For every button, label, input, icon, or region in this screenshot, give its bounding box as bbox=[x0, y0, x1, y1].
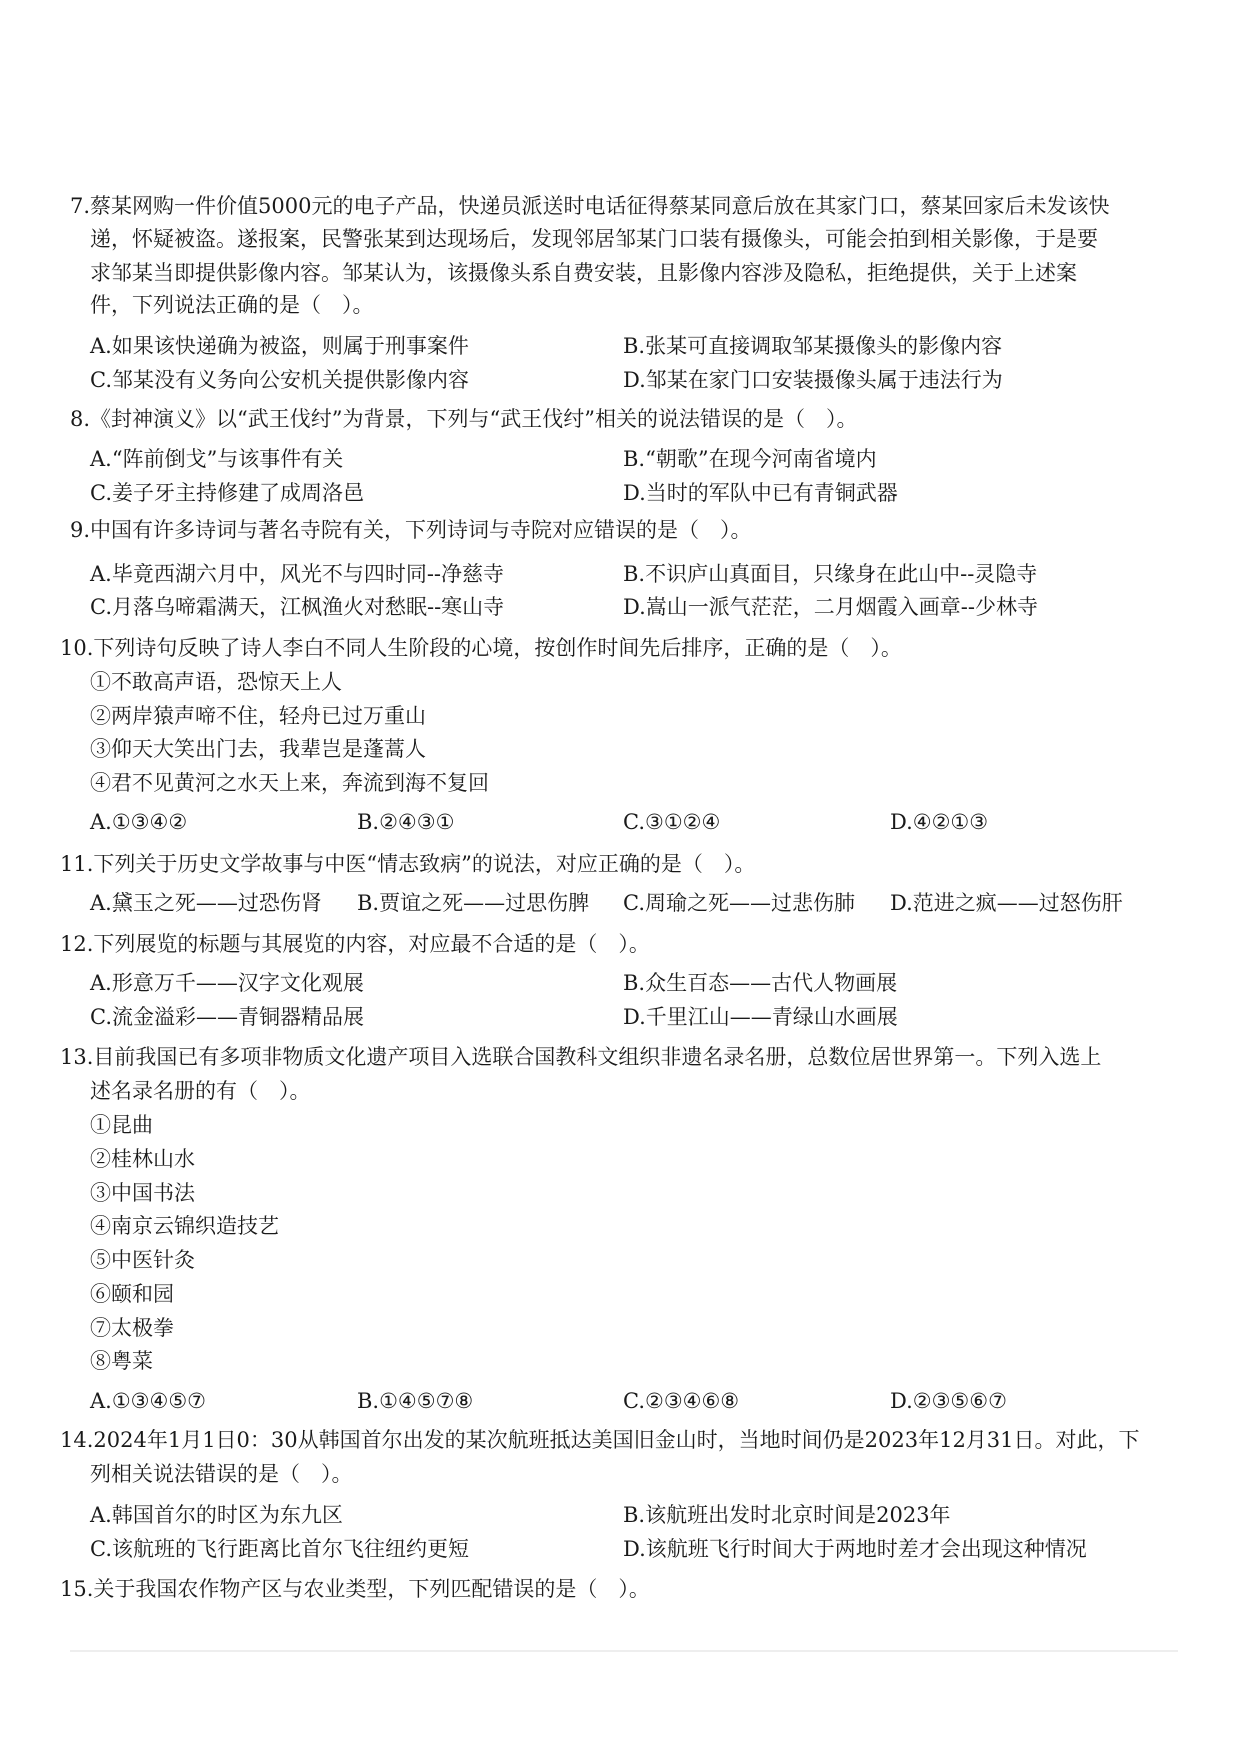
statement-item: ④南京云锦织造技艺 bbox=[90, 1214, 279, 1238]
answer-option[interactable]: D.邹某在家门口安装摄像头属于违法行为 bbox=[623, 368, 1003, 392]
answer-option[interactable]: B.张某可直接调取邹某摄像头的影像内容 bbox=[623, 334, 1003, 358]
answer-option[interactable]: D.嵩山一派气茫茫，二月烟霞入画章--少林寺 bbox=[623, 595, 1038, 619]
answer-option[interactable]: B.②④③① bbox=[357, 810, 455, 834]
statement-item: ⑤中医针灸 bbox=[90, 1248, 195, 1272]
answer-option[interactable]: C.③①②④ bbox=[623, 810, 721, 834]
answer-option[interactable]: A.韩国首尔的时区为东九区 bbox=[90, 1503, 343, 1527]
answer-option[interactable]: A.黛玉之死——过恐伤肾 bbox=[90, 891, 322, 915]
answer-option[interactable]: D.范进之疯——过怒伤肝 bbox=[890, 891, 1123, 915]
answer-option[interactable]: A.①③④② bbox=[90, 810, 188, 834]
question-text: 15.关于我国农作物产区与农业类型，下列匹配错误的是（ ）。 bbox=[60, 1577, 650, 1601]
answer-option[interactable]: A.毕竟西湖六月中，风光不与四时同--净慈寺 bbox=[90, 562, 505, 586]
answer-option[interactable]: A.形意万千——汉字文化观展 bbox=[90, 971, 364, 995]
statement-item: ①昆曲 bbox=[90, 1113, 153, 1137]
question-text: 7.蔡某网购一件价值5000元的电子产品，快递员派送时电话征得蔡某同意后放在其家门口，蔡某回家后未发该快 bbox=[70, 194, 1110, 218]
statement-item: ⑧粤菜 bbox=[90, 1349, 153, 1373]
answer-option[interactable]: D.④②①③ bbox=[890, 810, 989, 834]
answer-option[interactable]: A.①③④⑤⑦ bbox=[90, 1389, 206, 1413]
answer-option[interactable]: B.①④⑤⑦⑧ bbox=[357, 1389, 474, 1413]
question-text: 件，下列说法正确的是（ ）。 bbox=[90, 293, 374, 317]
statement-item: ①不敢高声语，恐惊天上人 bbox=[90, 670, 342, 694]
answer-option[interactable]: B.不识庐山真面目，只缘身在此山中--灵隐寺 bbox=[623, 562, 1038, 586]
question-text: 递，怀疑被盗。遂报案，民警张某到达现场后，发现邻居邹某门口装有摄像头，可能会拍到相关影像，于是要 bbox=[90, 227, 1098, 251]
question-text: 14.2024年1月1日0：30从韩国首尔出发的某次航班抵达美国旧金山时，当地时间仍是2023年12月31日。对此，下 bbox=[60, 1428, 1140, 1452]
answer-option[interactable]: D.②③⑤⑥⑦ bbox=[890, 1389, 1007, 1413]
statement-item: ③中国书法 bbox=[90, 1181, 195, 1205]
answer-option[interactable]: C.流金溢彩——青铜器精品展 bbox=[90, 1005, 364, 1029]
question-text: 列相关说法错误的是（ ）。 bbox=[90, 1462, 353, 1486]
answer-option[interactable]: D.千里江山——青绿山水画展 bbox=[623, 1005, 898, 1029]
question-text: 10.下列诗句反映了诗人李白不同人生阶段的心境，按创作时间先后排序，正确的是（ ）。 bbox=[60, 636, 902, 660]
statement-item: ③仰天大笑出门去，我辈岂是蓬蒿人 bbox=[90, 737, 426, 761]
footer-divider bbox=[70, 1650, 1178, 1652]
statement-item: ②桂林山水 bbox=[90, 1147, 195, 1171]
answer-option[interactable]: C.邹某没有义务向公安机关提供影像内容 bbox=[90, 368, 469, 392]
answer-option[interactable]: C.该航班的飞行距离比首尔飞往纽约更短 bbox=[90, 1537, 469, 1561]
answer-option[interactable]: D.该航班飞行时间大于两地时差才会出现这种情况 bbox=[623, 1537, 1087, 1561]
answer-option[interactable]: B.“朝歌”在现今河南省境内 bbox=[623, 447, 877, 471]
answer-option[interactable]: B.众生百态——古代人物画展 bbox=[623, 971, 898, 995]
answer-option[interactable]: C.月落乌啼霜满天，江枫渔火对愁眠--寒山寺 bbox=[90, 595, 505, 619]
statement-item: ④君不见黄河之水天上来，奔流到海不复回 bbox=[90, 771, 489, 795]
answer-option[interactable]: A.如果该快递确为被盗，则属于刑事案件 bbox=[90, 334, 469, 358]
answer-option[interactable]: B.该航班出发时北京时间是2023年 bbox=[623, 1503, 951, 1527]
statement-item: ②两岸猿声啼不住，轻舟已过万重山 bbox=[90, 704, 426, 728]
answer-option[interactable]: C.②③④⑥⑧ bbox=[623, 1389, 740, 1413]
question-text: 述名录名册的有（ ）。 bbox=[90, 1079, 311, 1103]
question-text: 11.下列关于历史文学故事与中医“情志致病”的说法，对应正确的是（ ）。 bbox=[60, 852, 756, 876]
statement-item: ⑥颐和园 bbox=[90, 1282, 174, 1306]
question-text: 13.目前我国已有多项非物质文化遗产项目入选联合国教科文组织非遗名录名册，总数位居世界第一。下列入选上 bbox=[60, 1045, 1102, 1069]
answer-option[interactable]: C.姜子牙主持修建了成周洛邑 bbox=[90, 481, 364, 505]
question-text: 9.中国有许多诗词与著名寺院有关，下列诗词与寺院对应错误的是（ ）。 bbox=[70, 518, 752, 542]
question-text: 8.《封神演义》以“武王伐纣”为背景，下列与“武王伐纣”相关的说法错误的是（ ）。 bbox=[70, 407, 858, 431]
question-text: 求邹某当即提供影像内容。邹某认为，该摄像头系自费安装，且影像内容涉及隐私，拒绝提供，关于上述案 bbox=[90, 261, 1077, 285]
answer-option[interactable]: A.“阵前倒戈”与该事件有关 bbox=[90, 447, 344, 471]
answer-option[interactable]: C.周瑜之死——过悲伤肺 bbox=[623, 891, 855, 915]
answer-option[interactable]: D.当时的军队中已有青铜武器 bbox=[623, 481, 898, 505]
statement-item: ⑦太极拳 bbox=[90, 1316, 174, 1340]
question-text: 12.下列展览的标题与其展览的内容，对应最不合适的是（ ）。 bbox=[60, 932, 650, 956]
answer-option[interactable]: B.贾谊之死——过思伤脾 bbox=[357, 891, 590, 915]
